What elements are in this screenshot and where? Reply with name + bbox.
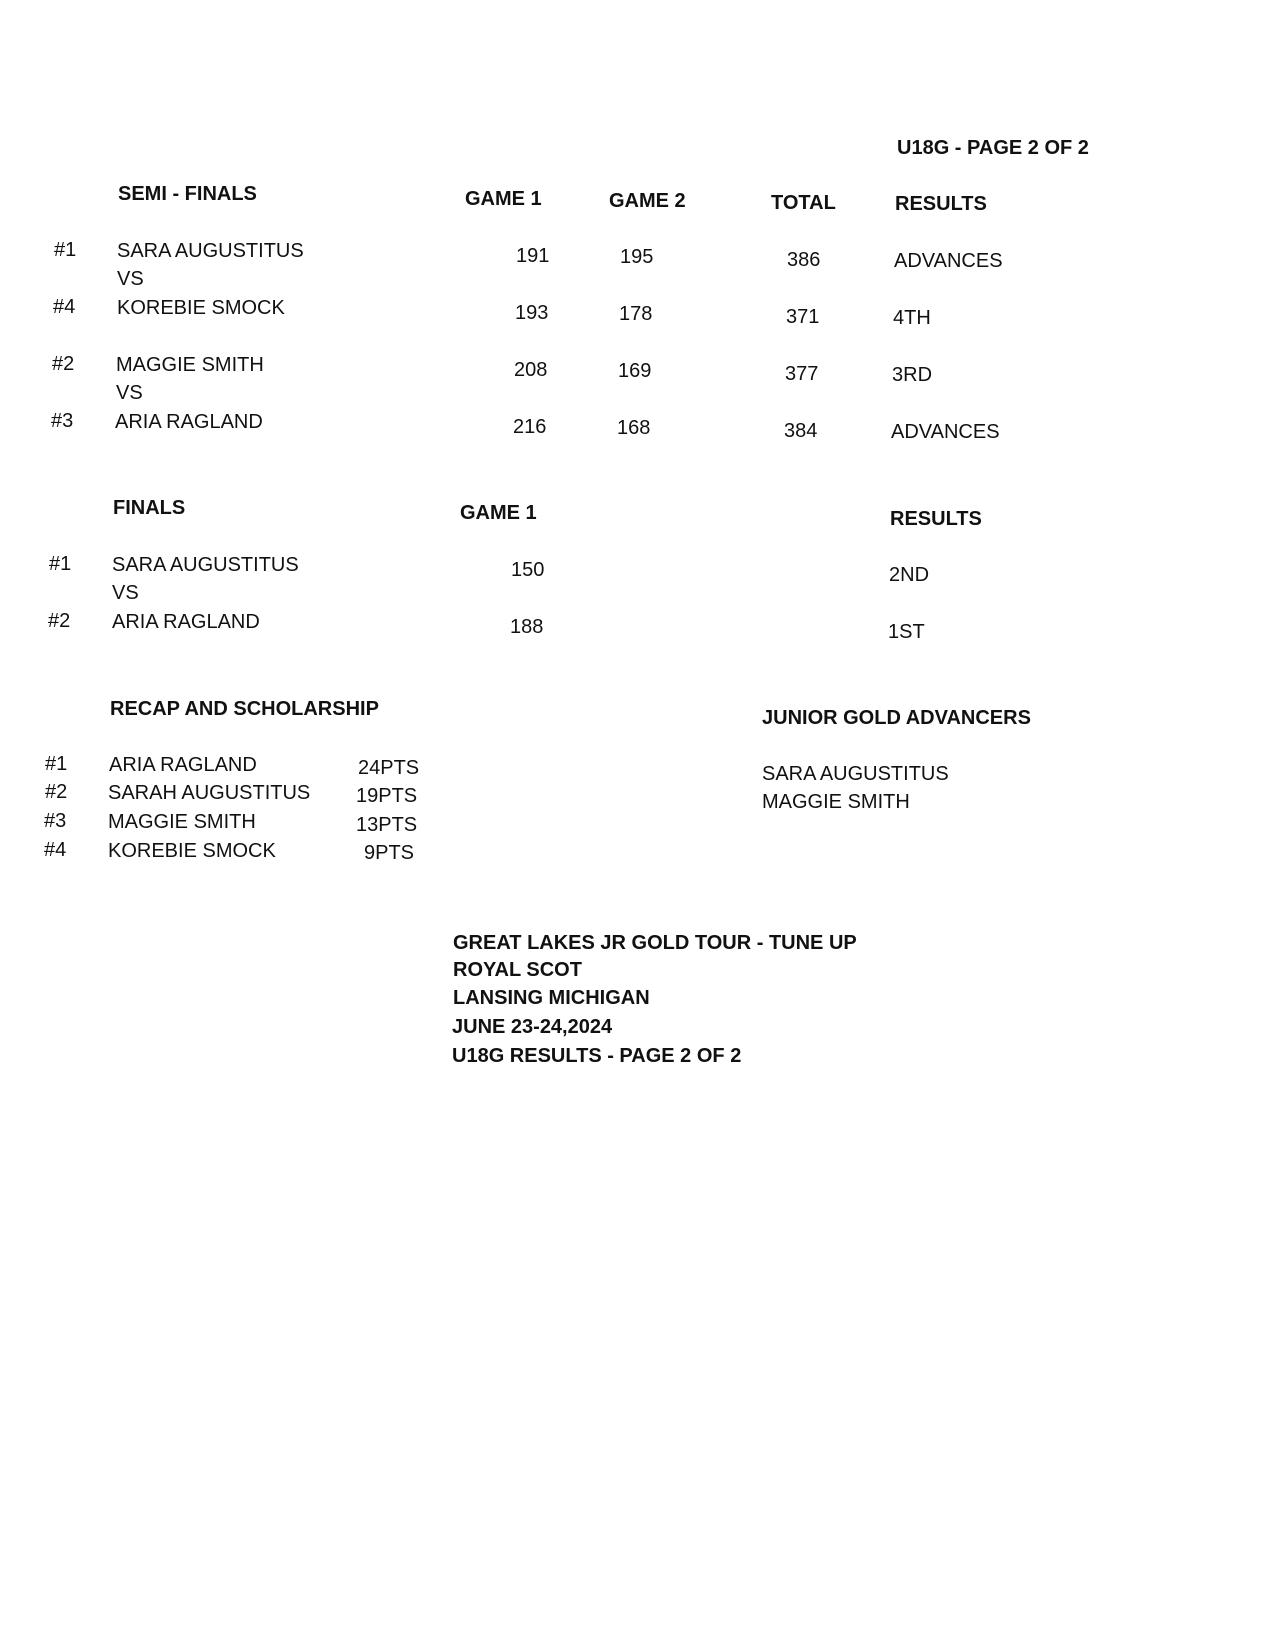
semi-player-name: MAGGIE SMITH [116,354,264,376]
semi-seed: #2 [52,353,75,375]
semi-col-total: TOTAL [771,192,836,214]
recap-player-name: SARAH AUGUSTITUS [108,782,311,804]
recap-rank: #3 [44,810,67,832]
semi-game2-score: 169 [618,360,652,382]
semi-player-name: SARA AUGUSTITUS [117,240,304,262]
semi-game1-score: 216 [513,416,547,438]
semi-col-results: RESULTS [895,193,987,215]
semi-player-name: KOREBIE SMOCK [117,297,285,319]
recap-points: 13PTS [356,814,418,836]
semi-seed: #3 [51,410,74,432]
advancer-name: MAGGIE SMITH [762,791,910,813]
recap-points: 19PTS [356,785,418,807]
footer-location: LANSING MICHIGAN [453,987,650,1009]
semi-result: ADVANCES [891,421,1000,443]
semi-seed: #1 [54,239,77,261]
semi-total-score: 384 [784,420,818,442]
recap-player-name: ARIA RAGLAND [109,754,257,776]
recap-points: 9PTS [364,842,415,864]
recap-points: 24PTS [358,757,420,779]
finals-player-name: SARA AUGUSTITUS [112,554,299,576]
footer-event-title: GREAT LAKES JR GOLD TOUR - TUNE UP [453,932,857,954]
semi-total-score: 386 [787,249,821,271]
semi-seed: #4 [53,296,76,318]
recap-rank: #2 [45,781,68,803]
recap-rank: #1 [45,753,68,775]
finals-col-game1: GAME 1 [460,502,537,524]
semi-result: 4TH [893,307,931,329]
footer-venue: ROYAL SCOT [453,959,582,981]
semi-vs-label: VS [116,382,143,404]
semi-result: ADVANCES [894,250,1003,272]
recap-player-name: MAGGIE SMITH [108,811,256,833]
recap-heading: RECAP AND SCHOLARSHIP [110,698,379,720]
semi-col-game2: GAME 2 [609,190,686,212]
semi-player-name: ARIA RAGLAND [115,411,263,433]
recap-player-name: KOREBIE SMOCK [108,840,276,862]
recap-rank: #4 [44,839,67,861]
finals-seed: #1 [49,553,72,575]
advancer-name: SARA AUGUSTITUS [762,763,949,785]
finals-result: 1ST [888,621,925,643]
semi-finals-heading: SEMI - FINALS [118,183,257,205]
finals-vs-label: VS [112,582,139,604]
finals-seed: #2 [48,610,71,632]
semi-game2-score: 168 [617,417,651,439]
semi-col-game1: GAME 1 [465,188,542,210]
finals-col-results: RESULTS [890,508,982,530]
semi-game2-score: 195 [620,246,654,268]
finals-result: 2ND [889,564,930,586]
semi-total-score: 371 [786,306,820,328]
semi-result: 3RD [892,364,933,386]
semi-game2-score: 178 [619,303,653,325]
semi-vs-label: VS [117,268,144,290]
footer-dates: JUNE 23-24,2024 [452,1016,613,1038]
page-label: U18G - PAGE 2 OF 2 [897,137,1089,159]
semi-total-score: 377 [785,363,819,385]
finals-player-name: ARIA RAGLAND [112,611,260,633]
semi-game1-score: 193 [515,302,549,324]
semi-game1-score: 208 [514,359,548,381]
finals-game1-score: 188 [510,616,544,638]
semi-game1-score: 191 [516,245,550,267]
advancers-heading: JUNIOR GOLD ADVANCERS [762,707,1031,729]
finals-heading: FINALS [113,497,186,519]
finals-game1-score: 150 [511,559,545,581]
footer-page-label: U18G RESULTS - PAGE 2 OF 2 [452,1045,742,1067]
